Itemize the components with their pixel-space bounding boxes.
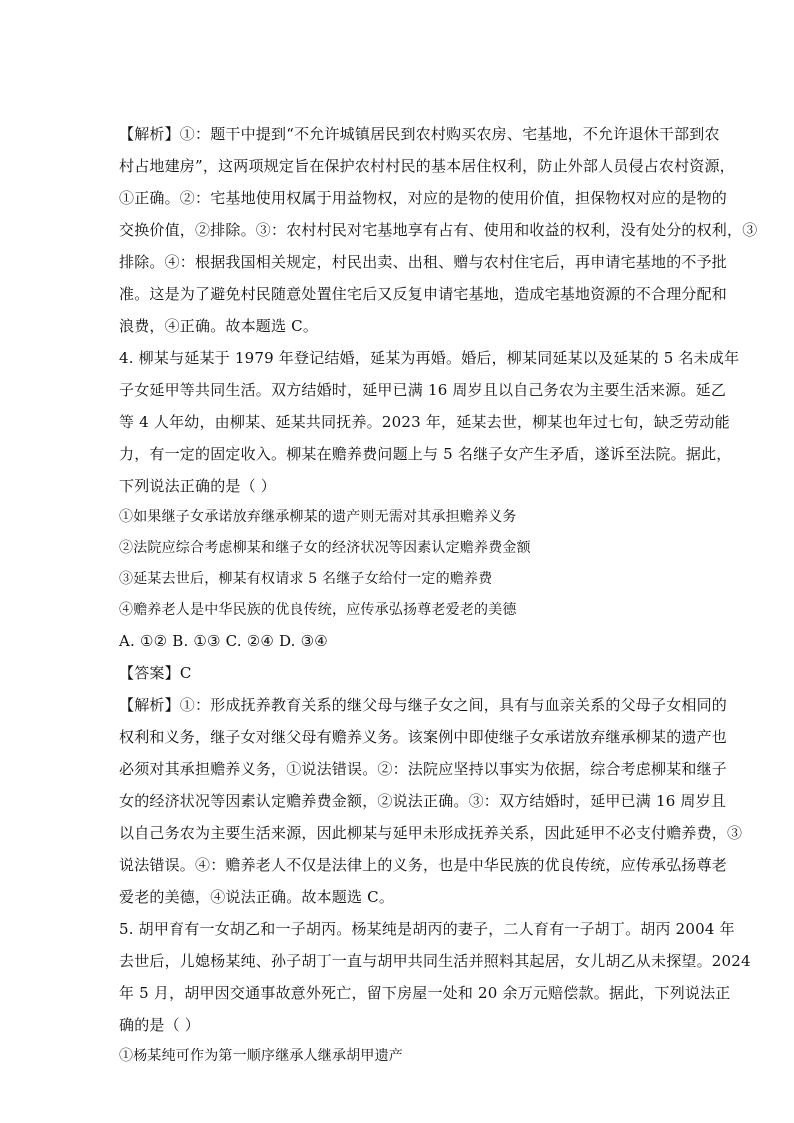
statement-option-4: ④赡养老人是中华民族的优良传统，应传承弘扬尊老爱老的美德 (119, 602, 517, 618)
question-stem-line: 5. 胡甲育有一女胡乙和一子胡丙。杨某纯是胡丙的妻子，二人育有一子胡丁。胡丙 2004 年 (119, 920, 735, 938)
statement-option-1: ①杨某纯可作为第一顺序继承人继承胡甲遗产 (119, 1048, 403, 1064)
statement-option-2: ②法院应综合考虑柳某和继子女的经济状况等因素认定赡养费金额 (119, 540, 531, 556)
answer-choices: A. ①② B. ①③ C. ②④ D. ③④ (119, 632, 328, 650)
analysis-block-q3 (119, 124, 758, 337)
statement-option-3: ③延某去世后，柳某有权请求 5 名继子女给付一定的赡养费 (119, 571, 493, 587)
analysis-line: 【解析】①：题干中提到“不允许城镇居民到农村购买农房、宅基地，不允许退休干部到农 (119, 125, 720, 143)
analysis-line: 村占地建房”，这两项规定旨在保护农村村民的基本居住权利，防止外部人员侵占农村资源， (119, 157, 735, 175)
analysis-line: 爱老的美德，④说法正确。故本题选 C。 (119, 888, 395, 906)
answer-line (119, 663, 691, 684)
statement-option-1: ①如果继子女承诺放弃继承柳某的遗产则无需对其承担赡养义务 (119, 509, 517, 525)
analysis-line: 排除。④：根据我国相关规定，村民出卖、出租、赠与农村住宅后，再申请宅基地的不予批 (119, 253, 728, 271)
question-stem-line: 确的是（ ） (119, 1016, 200, 1034)
question-stem-line: 等 4 人年幼，由柳某、延某共同抚养。2023 年，延某去世，柳某也年过七旬，缺乏劳动能 (119, 413, 730, 431)
question-stem-line: 子女延甲等共同生活。双方结婚时，延甲已满 16 周岁且以自己务农为主要生活来源。延乙 (119, 381, 727, 399)
analysis-line: 以自己务农为主要生活来源，因此柳某与延甲未形成抚养关系，因此延甲不必支付赡养费，③ (119, 824, 743, 842)
answer-label: 【答案】 (119, 664, 180, 682)
analysis-line: 准。这是为了避免村民随意处置住宅后又反复申请宅基地，造成宅基地资源的不合理分配和 (119, 285, 728, 303)
document-content (119, 124, 758, 1077)
analysis-line: 说法错误。④：赡养老人不仅是法律上的义务，也是中华民族的优良传统，应传承弘扬尊老 (119, 856, 728, 874)
analysis-line: 浪费，④正确。故本题选 C。 (119, 317, 319, 335)
question-5 (119, 919, 751, 1066)
question-stem-line: 4. 柳某与延某于 1979 年登记结婚，延某为再婚。婚后，柳某同延某以及延某的 5 名未成年 (119, 349, 740, 367)
question-4 (119, 348, 743, 908)
analysis-block-q4 (119, 695, 743, 908)
analysis-line: 【解析】①：形成抚养教育关系的继父母与继子女之间，具有与血亲关系的父母子女相同的 (119, 696, 728, 714)
analysis-line: 交换价值，②排除。③：农村村民对宅基地享有占有、使用和收益的权利，没有处分的权利，③ (119, 221, 758, 239)
question-stem-line: 下列说法正确的是（ ） (119, 477, 276, 495)
answer-value: C (179, 664, 192, 682)
analysis-line: ①正确。②：宅基地使用权属于用益物权，对应的是物的使用价值，担保物权对应的是物的 (119, 189, 728, 207)
question-stem-line: 年 5 月，胡甲因交通事故意外死亡，留下房屋一处和 20 余万元赔偿款。据此，下列说法正 (119, 984, 731, 1002)
question-stem-line: 力，有一定的固定收入。柳某在赡养费问题上与 5 名继子女产生矛盾，遂诉至法院。据此， (119, 445, 732, 463)
analysis-line: 必须对其承担赡养义务，①说法错误。②：法院应坚持以事实为依据，综合考虑柳某和继子 (119, 760, 728, 778)
question-stem-line: 去世后，儿媳杨某纯、孙子胡丁一直与胡甲共同生活并照料其起居，女儿胡乙从未探望。2024 (119, 952, 751, 970)
analysis-line: 女的经济状况等因素认定赡养费金额，②说法正确。③：双方结婚时，延甲已满 16 周岁且 (119, 792, 727, 810)
analysis-line: 权利和义务，继子女对继父母有赡养义务。该案例中即使继子女承诺放弃继承柳某的遗产也 (119, 728, 728, 746)
